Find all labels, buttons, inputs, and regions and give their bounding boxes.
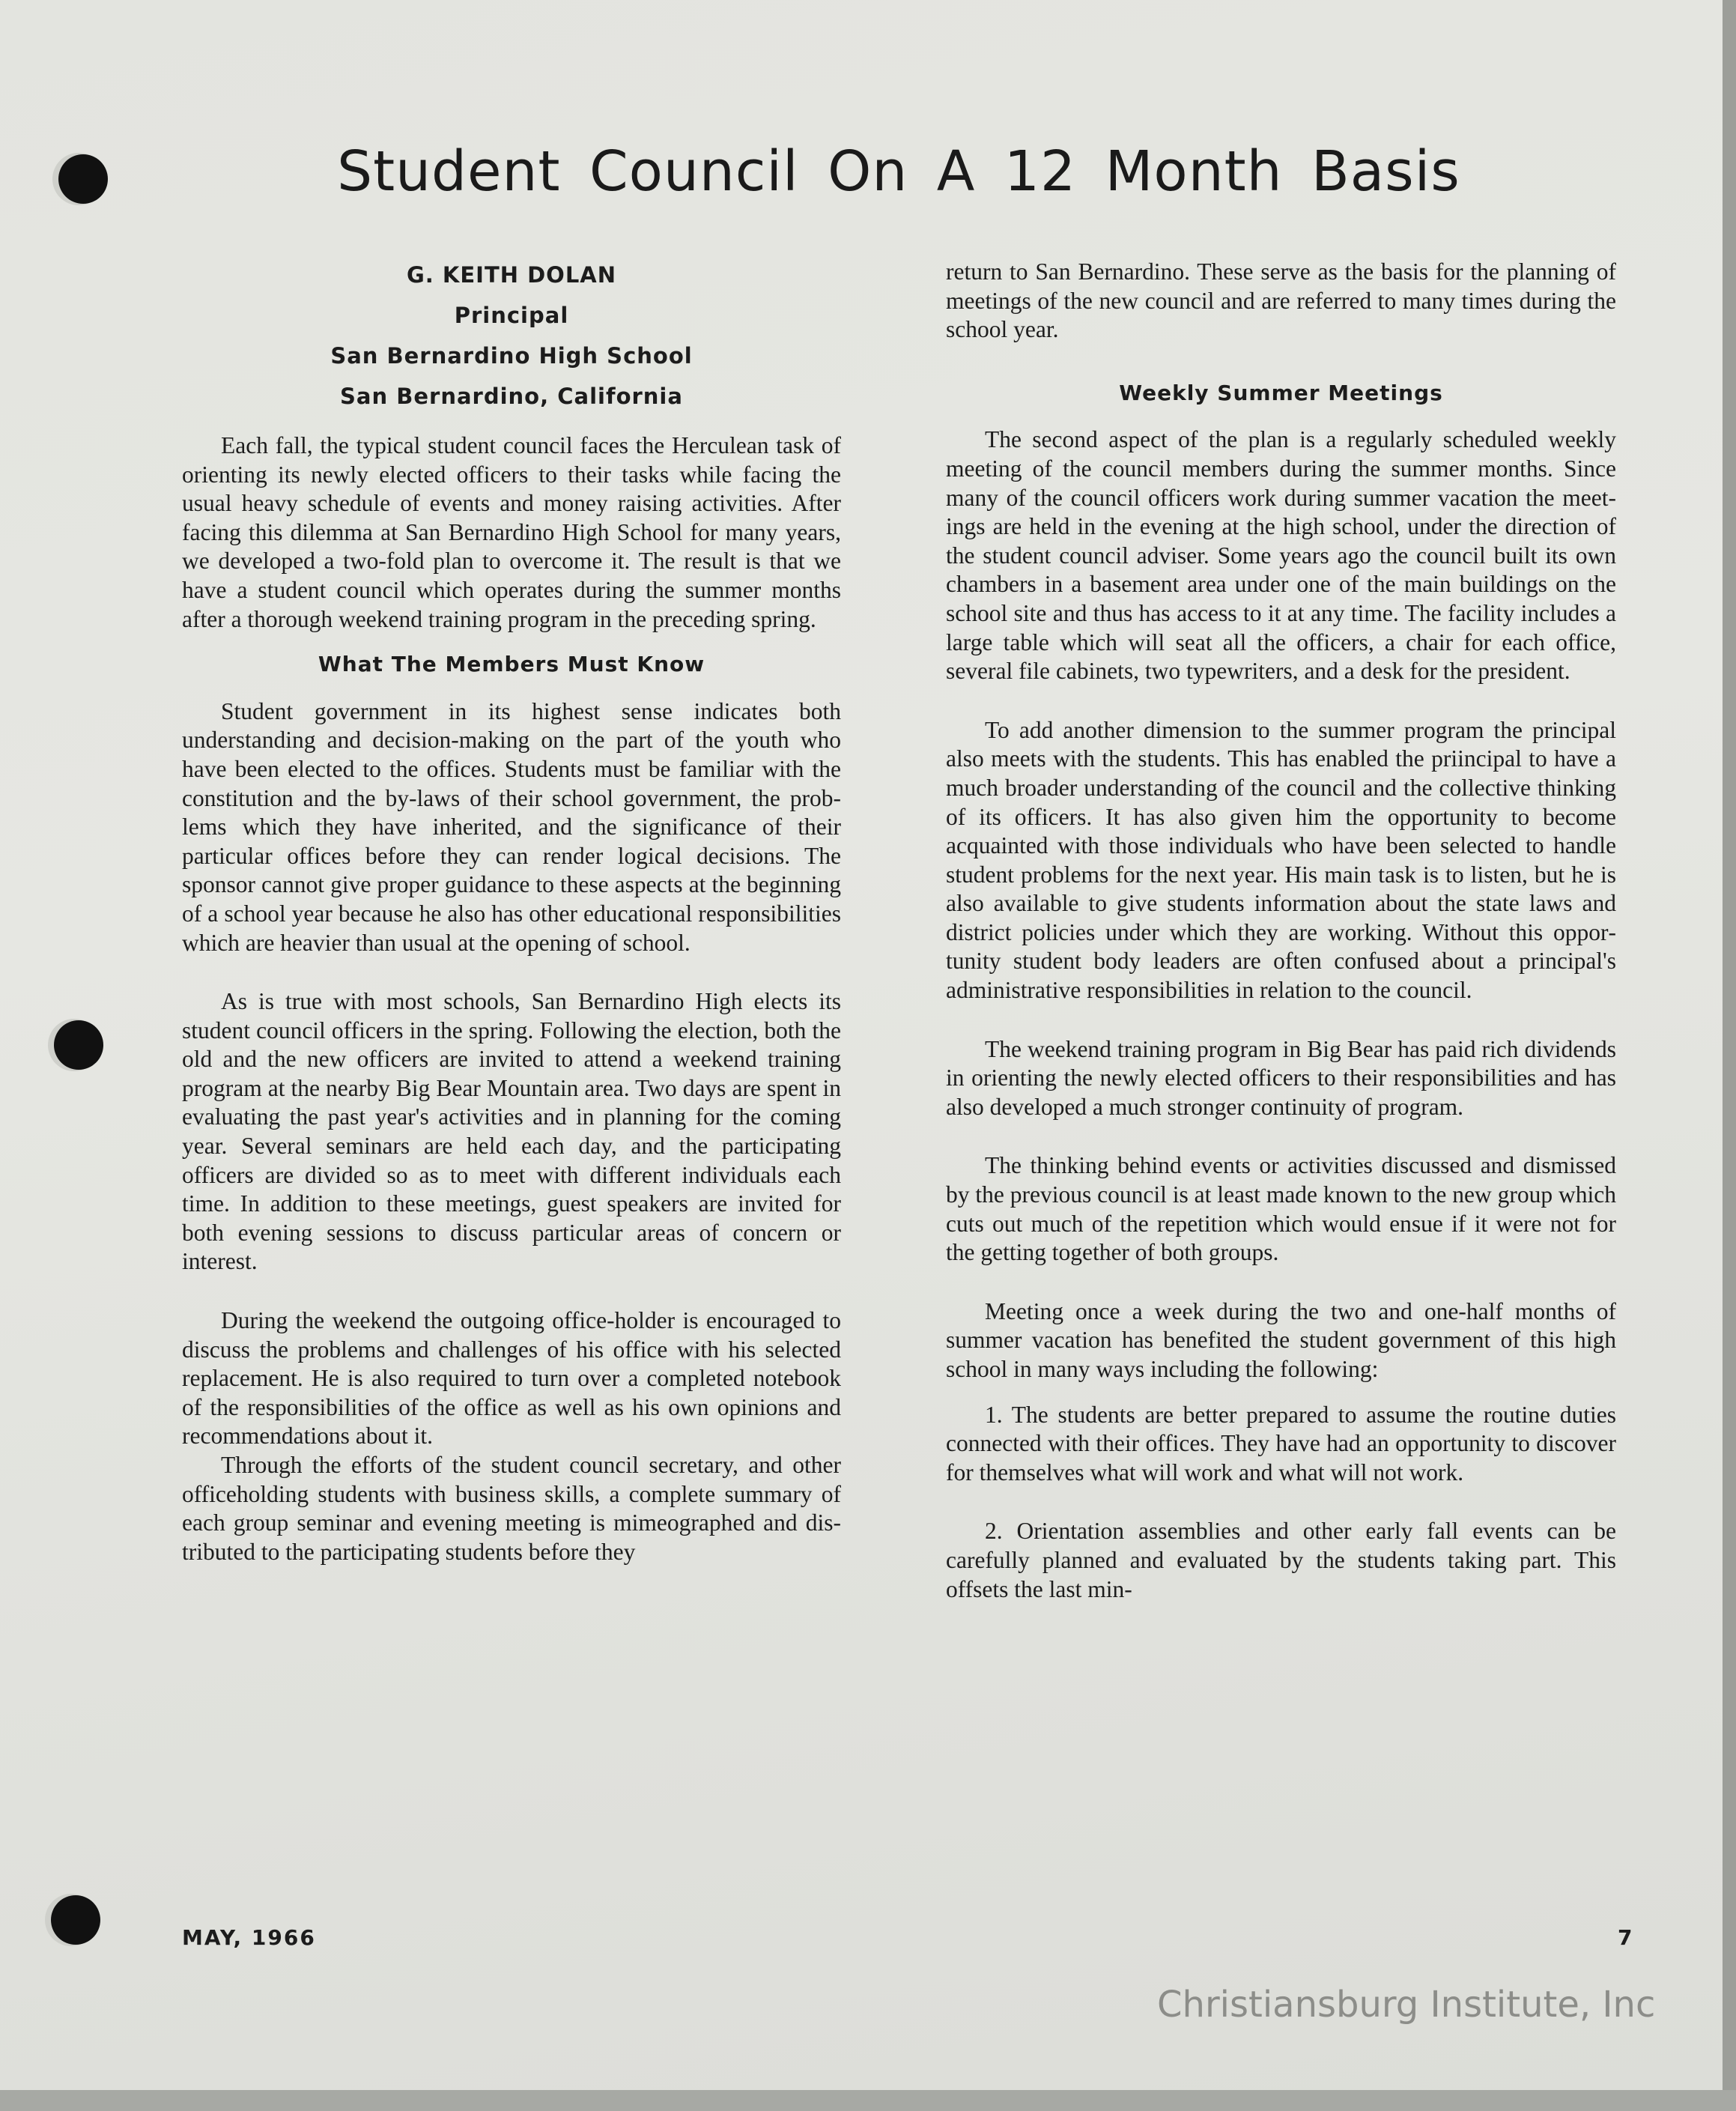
author-name: G. KEITH DOLAN	[406, 262, 617, 288]
article-title: Student Council On A 12 Month Basis	[337, 139, 1460, 204]
issue-date: MAY, 1966	[182, 1925, 316, 1950]
list-item: 1. The students are better prepared to assume the routine duties connected with their offices. They have had an opportunity to discover for themselves what will work and what will not work.	[946, 1401, 1616, 1485]
paragraph: Each fall, the typical student council faces the Herculean task of orienting its newly elected officers to their tasks while facing the usual heavy schedule of events and money raising activities. After facing this dilemma at San Bernardino High School for many years, we developed a two-fold plan to overcome it. The result is that we have a student council which operates during the summer months after a thorough weekend training program in the preceding spring.	[182, 432, 841, 632]
right-column	[946, 258, 1616, 1604]
author-location: San Bernardino, California	[340, 384, 683, 409]
paragraph: Student government in its highest sense indicates both understanding and decision-making on the part of the youth who have been elected to the offices. Students must be familiar with the constitution and the by-laws of their school government, the problems which they have inherited, and the significance of their particular offices before they can render logical decisions. The sponsor cannot give proper guidance to these aspects at the beginning of a school year because he also has other educational responsibilities which are heavier than usual at the opening of school.	[182, 697, 841, 956]
watermark: Christiansburg Institute, Inc	[1157, 1984, 1656, 2026]
paragraph: To add another dimension to the summer program the principal also meets with the students. This has enabled the priincipal to have a much broader understanding of the council and the collective thinking of its officers. It has also given him the opportunity to become acquainted with those individuals who have been selected to handle student problems for the next year. His main task is to listen, but he is also available to give students information about the state laws and district policies under which they are working. Without this opportunity student body leaders are often confused about a principal's administrative responsibilities in relation to the council.	[946, 716, 1616, 1004]
page-edge-right	[1723, 0, 1736, 2111]
author-school: San Bernardino High School	[330, 343, 693, 369]
paragraph: Meeting once a week during the two and one-half months of summer vacation has benefited the student government of this high school in many ways including the following:	[946, 1297, 1616, 1382]
page-number: 7	[1618, 1925, 1634, 1950]
paragraph: As is true with most schools, San Bernardino High elects its student council officers in the spring. Following the election, both the old and the new officers are invited to attend a weekend training program at the nearby Big Bear Mountain area. Two days are spent in evaluating the past year's activities and in planning for the coming year. Several seminars are held each day, and the participating officers are divided so as to meet with different individuals each time. In addition to these meetings, guest speakers are invited for both evening sessions to discuss particular areas of concern or interest.	[182, 988, 841, 1275]
paragraph: The thinking behind events or activities discussed and dismissed by the previous council is at least made known to the new group which cuts out much of the repetition which would ensue if it were not for the getting together of both groups.	[946, 1152, 1616, 1266]
left-column	[182, 255, 841, 1566]
author-role: Principal	[454, 303, 569, 328]
list-item: 2. Orientation assemblies and other early fall events can be carefully planned and evaluated by the students taking part. This offsets the last min-	[946, 1518, 1616, 1602]
paragraph: Through the efforts of the student council secretary, and other officeholding students with business skills, a complete summary of each group seminar and evening meeting is mimeographed and distributed to the participating students before they	[182, 1452, 841, 1565]
punch-hole-middle	[54, 1020, 103, 1070]
section-heading: What The Members Must Know	[318, 652, 705, 677]
paragraph: return to San Bernardino. These serve as the basis for the planning of meetings of the new council and are referred to many times during the school year.	[946, 258, 1616, 343]
page-edge-bottom	[0, 2090, 1736, 2111]
paragraph: The weekend training program in Big Bear has paid rich dividends in orienting the newly elected officers to their responsibilities and has also developed a much stronger continuity of program.	[946, 1035, 1616, 1120]
punch-hole-bottom	[51, 1895, 100, 1945]
section-heading: Weekly Summer Meetings	[1119, 380, 1443, 405]
paragraph: The second aspect of the plan is a regularly scheduled weekly meeting of the council members during the summer months. Since many of the council officers work during summer vacation the meetings are held in the evening at the high school, under the direction of the student council adviser. Some years ago the council built its own chambers in a basement area under one of the main buildings on the school site and thus has access to it at any time. The facility includes a large table which will seat all the officers, a chair for each office, several file cabinets, two typewriters, and a desk for the president.	[946, 426, 1616, 685]
byline	[182, 255, 841, 417]
paragraph: During the weekend the outgoing office-holder is encouraged to discuss the problems and challenges of his office with his selected replacement. He is also required to turn over a completed notebook of the responsibilities of the office as well as his own opinions and recommendations about it.	[182, 1307, 841, 1450]
